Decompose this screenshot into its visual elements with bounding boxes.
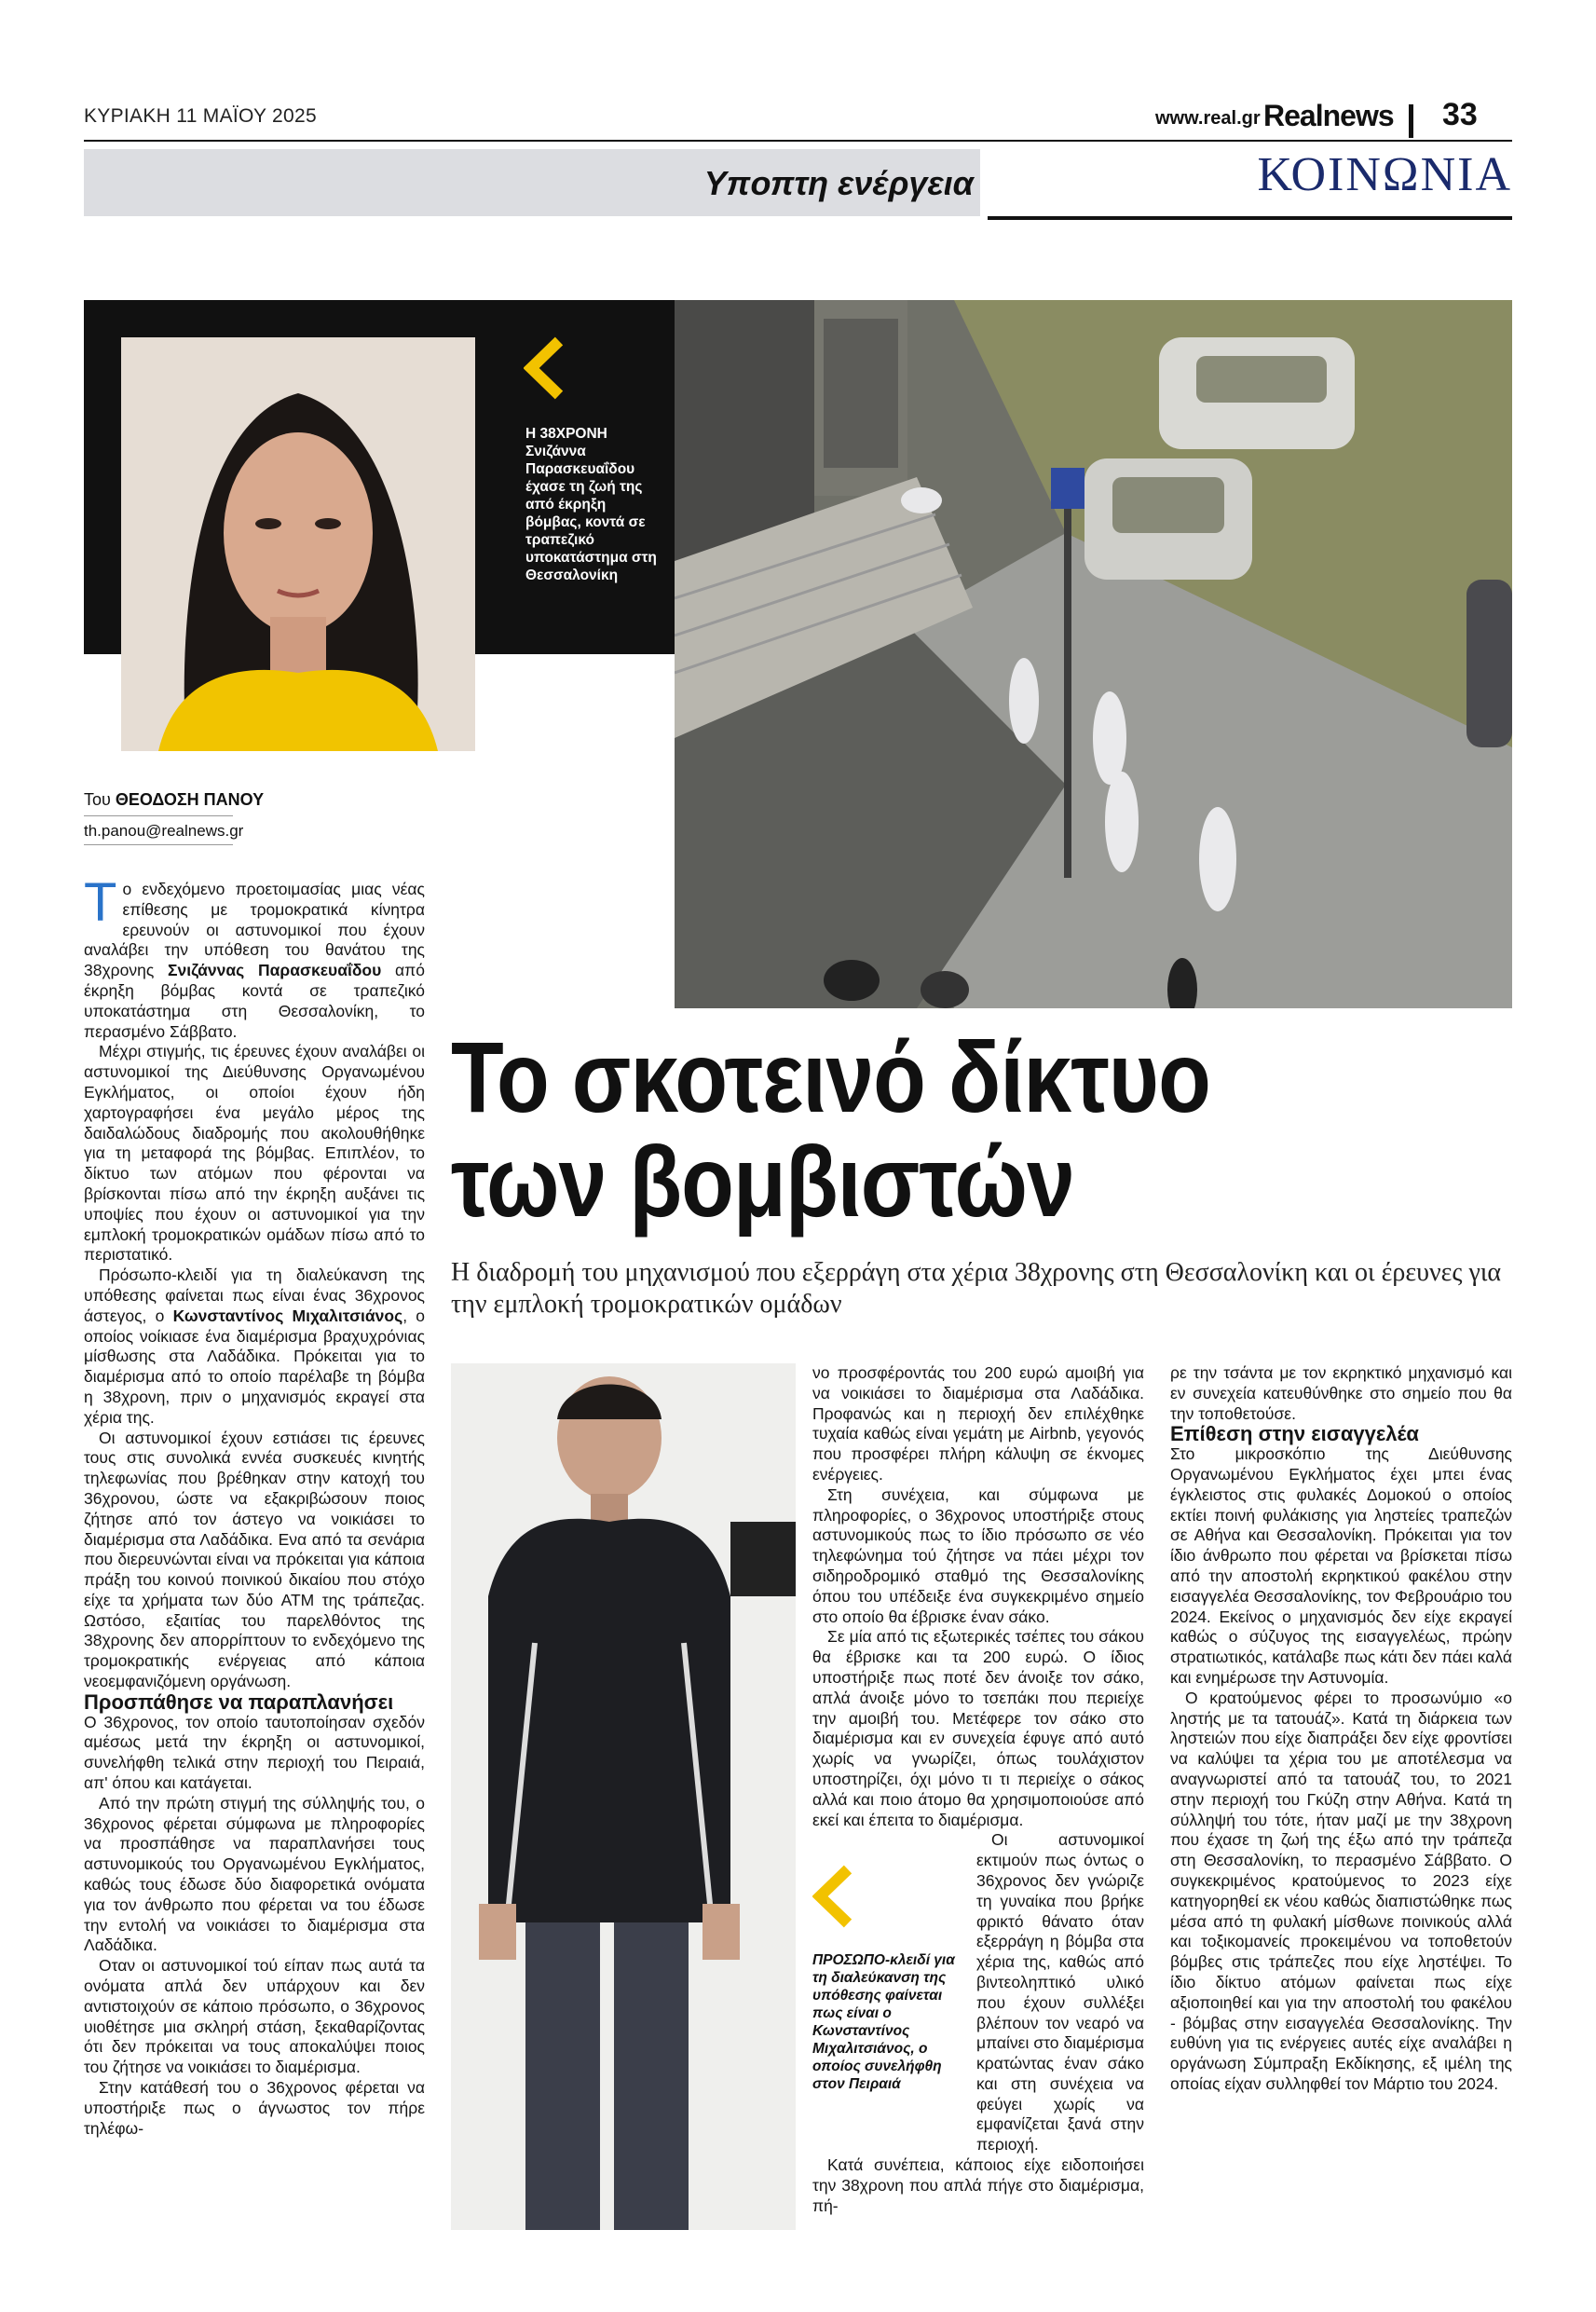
- header-divider: [1409, 104, 1413, 138]
- page-number: 33: [1442, 97, 1478, 132]
- site-url[interactable]: www.real.gr: [1155, 108, 1261, 129]
- paragraph: Πρόσωπο-κλειδί για τη διαλεύκανση της υπόθεσης φαίνεται πως είναι ένας 36χρονος άστεγος, ο Κωνσταντίνος Μιχαλιτσιάνος, ο οποίος νοίκιασε ένα διαμέρισμα βραχυχρόνιας μίσθωσης στα Λαδάδικα. Πρόκειται για το διαμέρισμα από το οποίο παρέλαβε τη βόμβα η 38χρονη, πριν ο μηχανισμός εκραγεί στα χέρια της.: [84, 1265, 426, 1427]
- kicker: Υποπτη ενέργεια: [703, 164, 974, 202]
- drop-cap: Τ: [84, 872, 117, 933]
- chevron-icon: [524, 335, 565, 405]
- chevron-icon: [812, 1864, 853, 1934]
- suspect-photo: [451, 1363, 796, 2230]
- email-rule: [84, 844, 233, 845]
- author-email[interactable]: th.panou@realnews.gr: [84, 822, 244, 840]
- headline-line-2: των βομβιστών: [451, 1125, 1074, 1238]
- paragraph: Κατά συνέπεια, κάποιος είχε ειδοποιήσει την 38χρονη που απλά πήγε στο διαμέρισμα, πή-: [812, 2155, 1144, 2215]
- article-column-1: [84, 872, 426, 2139]
- byline-author: ΘΕΟΔΟΣΗ ΠΑΝΟΥ: [115, 790, 265, 809]
- victim-portrait: [121, 337, 475, 751]
- photo-caption-suspect: ΠΡΟΣΩΠΟ-κλειδί για τη διαλεύκανση της υπόθεσης φαίνεται πως είναι ο Κωνσταντίνος Μιχαλιτσιάνος, ο οποίος συνελήφθη στον Πειραιά: [812, 1952, 955, 2092]
- header-rule: [84, 140, 1512, 142]
- photo-caption-victim: Η 38ΧΡΟΝΗ Σνιζάννα Παρασκευαΐδου έχασε τη ζωή της από έκρηξη βόμβας, κοντά σε τραπεζικό υποκατάστημα στη Θεσσαλονίκη: [525, 426, 657, 583]
- subheading: Προσπάθησε να παραπλανήσει: [84, 1690, 394, 1714]
- paragraph: Οι αστυνομικοί εκτιμούν πως όντως ο 36χρονος δεν γνώριζε τη γυναίκα που βρήκε φρικτό θάνατο όταν εξερράγη η βόμβα στα χέρια της, καθώς από βιντεοληπτικό υλικό που έχουν συλλέξει βλέπουν τον νεαρό να μπαίνει στο διαμέρισμα κρατώντας έναν σάκο και στη συνέχεια να φεύγει χωρίς να εμφανίζεται ξανά στην περιοχή.: [976, 1830, 1144, 2155]
- issue-date: ΚΥΡΙΑΚΗ 11 ΜΑΪΟΥ 2025: [84, 105, 317, 127]
- byline-prefix: Του: [84, 790, 111, 809]
- section-title: ΚΟΙΝΩΝΙΑ: [1257, 148, 1512, 201]
- paragraph: Μέχρι στιγμής, τις έρευνες έχουν αναλάβει οι αστυνομικοί της Διεύθυνσης Οργανωμένου Εγκλήματος, οι οποίοι έχουν ήδη χαρτογραφήσει ένα μεγάλο μέρος της δαιδαλώδους διαδρομής που ακολουθήθηκε για τη μεταφορά της βόμβας. Επιπλέον, το δίκτυο των ατόμων που φέρονται να βρίσκονται πίσω από την έκρηξη αυξάνει τις υποψίες που έχουν οι αστυνομικοί για την εμπλοκή τρομοκρατικών ομάδων πίσω από το περιστατικό.: [84, 1042, 425, 1265]
- paragraph: Στην κατάθεσή του ο 36χρονος φέρεται να υποστήριξε πως ο άγνωστος τον πήρε τηλέφω-: [84, 2078, 425, 2138]
- paragraph: Οι αστυνομικοί έχουν εστιάσει τις έρευνες τους στις συνολικά εννέα συσκευές κινητής τηλεφωνίας που βρέθηκαν στην κατοχή του 36χρονου, ώστε να εξακριβώσουν ποιος ζήτησε από τον άστεγο να νοικιάσει το διαμέρισμα στα Λαδάδικα. Ενα από τα σενάρια που διερευνώνται είναι να πρόκειται για κάποια πράξη του κοινού ποινικού δικαίου που στόχο είχε τα χρήματα των δύο ATM της τράπεζας. Ωστόσο, εξαιτίας του παρελθόντος της 38χρονης δεν απορρίπτουν το ενδεχόμενο της τρομοκρατικής ενέργειας από κάποια νεοεμφανιζόμενη οργάνωση.: [84, 1428, 425, 1691]
- suspect-name: Κωνσταντίνος Μιχαλιτσιάνος: [172, 1306, 403, 1325]
- deck: Η διαδρομή του μηχανισμού που εξερράγη στα χέρια 38χρονης στη Θεσσαλονίκη και οι έρευνες για την εμπλοκή τρομοκρατικών ομάδων: [451, 1258, 1502, 1319]
- byline: [84, 790, 264, 810]
- scene-photo: [675, 300, 1512, 1008]
- paragraph: Σε μία από τις εξωτερικές τσέπες του σάκου θα έβρισκε και τα 200 ευρώ. Ο ίδιος υποστήριξε πως ποτέ δεν άνοιξε τον σάκο, απλά άνοιξε μόνο το τσεπάκι που περιείχε την αμοιβή του. Μετέφερε τον σάκο στο διαμέρισμα και εν συνεχεία έφυγε από αυτό χωρίς να γνωρίζει, όπως τουλάχιστον υποστηρίζει, όχι μόνο τι τι περιείχε ο σάκος αλλά και ποιο άτομο θα χρησιμοποιούσε από εκεί και έπειτα το διαμέρισμα.: [812, 1627, 1144, 1829]
- paragraph: Από την πρώτη στιγμή της σύλληψής του, ο 36χρονος φέρεται σύμφωνα με πληροφορίες να προσπάθησε να παραπλανήσει τους αστυνομικούς του Οργανωμένου Εγκλήματος, καθώς τους έδωσε δύο διαφορετικά ονόματα για τον άνθρωπο που φέρεται να του έδωσε την εντολή να νοικιάσει το διαμέρισμα στα Λαδάδικα.: [84, 1793, 425, 1955]
- paragraph-wrap: [976, 1830, 1144, 2155]
- section-rule: [988, 216, 1512, 220]
- brand-logo: Realnews: [1263, 99, 1394, 132]
- subheading: Επίθεση στην εισαγγελέα: [1170, 1422, 1419, 1446]
- article-column-3: [1170, 1363, 1512, 2095]
- paragraph: Το ενδεχόμενο προετοιμασίας μιας νέας επίθεσης με τρομοκρατικά κίνητρα ερευνούν οι αστυνομικοί που έχουν αναλάβει την υπόθεση του θανάτου της 38χρονης Σνιζάννας Παρασκευαΐδου από έκρηξη βόμβας κοντά σε τραπεζικό υποκατάστημα στη Θεσσαλονίκη, το περασμένο Σάββατο.: [84, 872, 425, 1041]
- paragraph: Στο μικροσκόπιο της Διεύθυνσης Οργανωμένου Εγκλήματος έχει μπει ένας έγκλειστος στις φυλακές Δομοκού ο οποίος εκτίει ποινή φυλάκισης για ληστείες τραπεζών σε Αθήνα και Θεσσαλονίκη. Πρόκειται για τον ίδιο άνθρωπο που φέρεται να βρίσκεται πίσω από την αποστολή εκρηκτικού φακέλου στην εισαγγελέα Θεσσαλονίκης, τον Φεβρουάριο του 2024. Εκείνος ο μηχανισμός δεν είχε εκραγεί καθώς ο σύζυγος της εισαγγελέως, πρώην στρατιωτικός, κατάλαβε πως κάτι δεν πάει καλά και ενημέρωσε την Αστυνομία.: [1170, 1444, 1512, 1687]
- paragraph: Οταν οι αστυνομικοί τού είπαν πως αυτά τα ονόματα απλά δεν υπάρχουν και δεν αντιστοιχούν σε κάποιο πρόσωπο, ο 36χρονος υιοθέτησε μια σκληρή στάση, ξεκαθαρίζοντας ότι δεν πρόκειται να τους αποκαλύψει ποιος του ζήτησε να νοικιάσει το διαμέρισμα.: [84, 1956, 425, 2077]
- headline-line-1: Το σκοτεινό δίκτυο: [451, 1020, 1210, 1133]
- victim-name: Σνιζάννας Παρασκευαΐδου: [168, 961, 382, 980]
- paragraph: νο προσφέροντάς του 200 ευρώ αμοιβή για να νοικιάσει το διαμέρισμα στα Λαδάδικα. Προφανώς και η περιοχή δεν επιλέχθηκε τυχαία καθώς είναι γεμάτη με Airbnb, γεγονός που προσφέρει πλήρη κάλυψη σε έκνομες ενέργειες.: [812, 1363, 1144, 1484]
- paragraph: Ο 36χρονος, τον οποίο ταυτοποίησαν σχεδόν αμέσως μετά την έκρηξη οι αστυνομικοί, συνελήφθη τελικά στην περιοχή του Πειραιά, απ' όπου και κατάγεται.: [84, 1712, 425, 1793]
- paragraph: ρε την τσάντα με τον εκρηκτικό μηχανισμό και εν συνεχεία κατευθύνθηκε στο σημείο που θα την τοποθετούσε.: [1170, 1363, 1512, 1423]
- paragraph: Στη συνέχεια, και σύμφωνα με πληροφορίες, ο 36χρονος υποστήριξε στους αστυνομικούς πως το ίδιο πρόσωπο σε νέο τηλεφώνημα τού ζήτησε να πάει μέχρι τον σιδηροδρομικό σταθμό της Θεσσαλονίκης όπου του υπέδειξε ένα συγκεκριμένο σημείο στο οποίο θα έβρισκε έναν σάκο.: [812, 1484, 1144, 1626]
- headline: [451, 1020, 1210, 1238]
- byline-rule: [84, 815, 233, 816]
- paragraph: Ο κρατούμενος φέρει το προσωνύμιο «ο ληστής με τα τατουάζ». Κατά τη διάρκεια των ληστειών που είχε διαπράξει δεν είχε φροντίσει να καλύψει τα χέρια του με αποτέλεσμα να αναγνωριστεί από τα τατουάζ του, το 2021 στην περιοχή του Γκύζη στην Αθήνα. Κατά τη σύλληψή του τότε, ήταν μαζί με την 38χρονη που έχασε τη ζωή της έξω από την τράπεζα στη Θεσσαλονίκη, το περασμένο Σάββατο. Ο συγκεκριμένος κρατούμενος το 2023 είχε κατηγορηθεί εκ νέου καθώς διαπιστώθηκε πως μέσα από τη φυλακή μίσθωνε ποινικούς αλλά και τοξικομανείς προκειμένου να τοποθετούν βόμβες στις τράπεζες που είχε ληστέψει. Το ίδιο δίκτυο ατόμων φαίνεται πως είχε αξιοποιηθεί και για την αποστολή του φακέλου - βόμβας στην εισαγγελέα Θεσσαλονίκης. Την ευθύνη για τις ενέργειες αυτές είχε αναλάβει η οργάνωση Σύμπραξη Εκδίκησης, εξ ιμέλη της οποίας είχαν συλληφθεί τον Μάρτιο του 2024.: [1170, 1688, 1512, 2093]
